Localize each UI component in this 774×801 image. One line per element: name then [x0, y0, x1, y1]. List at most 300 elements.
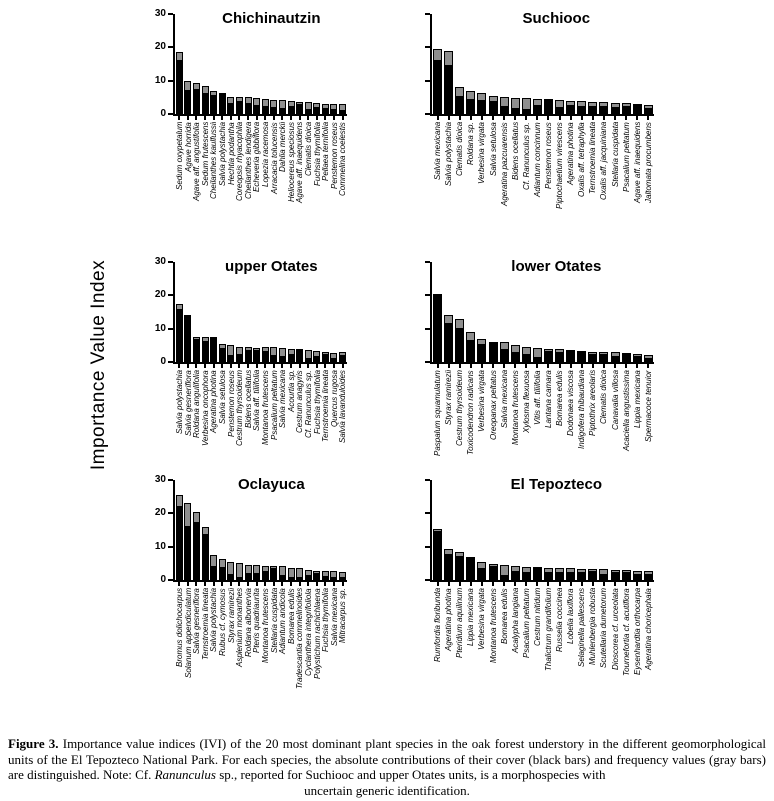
bar-frequency-segment: [477, 93, 486, 101]
bar-cover-segment: [633, 357, 642, 362]
bar-lower-otates: [577, 351, 586, 362]
bar-cover-segment: [644, 359, 653, 362]
bar-cover-segment: [455, 329, 464, 362]
species-label: Verbesina oncophora: [200, 370, 210, 446]
species-label: Styrax ramirezii: [226, 588, 236, 644]
bar-el-tepozteco: [500, 565, 509, 580]
bar-chichinautzin: [210, 91, 217, 114]
species-label-slot: [313, 116, 322, 242]
species-label-slot: [192, 582, 201, 734]
species-label-slot: [443, 364, 454, 490]
bar-oclayuca: [279, 566, 286, 580]
y-tick-label: 0: [160, 574, 166, 585]
species-label-slot: [487, 582, 498, 734]
y-tick-label: 0: [160, 356, 166, 367]
bar-cover-segment: [466, 100, 475, 114]
species-label: Rumfordia floribunda: [433, 588, 443, 663]
species-label: Scutellaria dumetorum: [599, 588, 609, 669]
bar-cover-segment: [227, 356, 234, 362]
species-label: Commelina coelestis: [338, 122, 347, 196]
bar-cover-segment: [219, 568, 226, 580]
bar-upper-otates: [330, 353, 337, 362]
x-tick: [525, 582, 527, 586]
bar-cover-segment: [533, 569, 542, 580]
y-tick: [425, 361, 430, 363]
bar-cover-segment: [219, 349, 226, 362]
species-label-slot: [261, 116, 270, 242]
x-tick: [481, 364, 483, 368]
bar-cover-segment: [599, 107, 608, 114]
bar-frequency-segment: [253, 565, 260, 574]
y-tick-label: 20: [154, 289, 166, 301]
bar-cover-segment: [588, 107, 597, 114]
species-label-slot: [252, 582, 261, 734]
species-label: Cf. Ranunculus sp.: [521, 122, 531, 190]
bar-frequency-segment: [202, 527, 209, 536]
bar-frequency-segment: [176, 304, 183, 311]
bar-suchiooc: [611, 103, 620, 114]
x-tick: [290, 116, 292, 120]
x-tick: [187, 582, 189, 586]
bar-lower-otates: [622, 353, 631, 362]
x-tick: [221, 582, 223, 586]
species-label: Psacalium peltatum: [521, 588, 531, 658]
bar-upper-otates: [253, 348, 260, 362]
x-tick: [459, 582, 461, 586]
species-label: Salvia aff. tiliifolia: [252, 370, 261, 432]
species-label-slot: [443, 582, 454, 734]
bar-cover-segment: [262, 352, 269, 362]
bar-frequency-segment: [330, 571, 337, 578]
bar-cover-segment: [279, 357, 286, 362]
y-tick-label: 20: [154, 507, 166, 519]
species-label-slot: [632, 116, 643, 242]
x-tick: [437, 116, 439, 120]
y-tick: [168, 13, 173, 15]
species-label: Lippia mexicana: [632, 370, 642, 428]
species-label: Cyclanthera integrifoliola: [303, 588, 313, 676]
y-tick: [425, 80, 430, 82]
species-label-slot: [532, 582, 543, 734]
species-label-slot: [543, 116, 554, 242]
bar-cover-segment: [184, 317, 191, 362]
bar-chichinautzin: [176, 52, 183, 114]
bar-cover-segment: [555, 573, 564, 580]
x-tick: [247, 364, 249, 368]
bar-suchiooc: [555, 100, 564, 114]
species-label: Oxalis aff. jacquiniana: [599, 122, 609, 201]
species-label: Agave aff. inaequidens: [632, 122, 642, 204]
species-label: Salvia setulosa: [217, 370, 227, 424]
x-labels-upper-otates: [175, 364, 347, 490]
bar-cover-segment: [193, 523, 200, 580]
y-tick: [168, 479, 173, 481]
bar-frequency-segment: [466, 332, 475, 341]
bar-cover-segment: [566, 106, 575, 114]
bar-frequency-segment: [444, 51, 453, 66]
y-tick-label: 10: [154, 74, 166, 86]
x-tick: [547, 364, 549, 368]
plot-area-el-tepozteco: [430, 476, 654, 582]
x-tick: [592, 364, 594, 368]
bar-cover-segment: [455, 557, 464, 580]
species-label-slot: [175, 116, 184, 242]
species-label-slot: [621, 116, 632, 242]
species-label: Salvia mexicana: [329, 588, 339, 647]
bar-suchiooc: [511, 98, 520, 114]
species-label-slot: [235, 116, 244, 242]
species-label-slot: [321, 364, 330, 490]
x-tick: [514, 116, 516, 120]
bar-frequency-segment: [511, 98, 520, 109]
bar-cover-segment: [500, 107, 509, 114]
bar-el-tepozteco: [466, 557, 475, 580]
caption-figure-label: Figure 3.: [8, 736, 59, 751]
species-label: Lippia mexicana: [466, 588, 476, 646]
species-label-slot: [565, 364, 576, 490]
species-label-slot: [499, 116, 510, 242]
y-tick-label: 10: [154, 540, 166, 552]
y-tick: [168, 261, 173, 263]
species-label-slot: [321, 582, 330, 734]
bar-cover-segment: [227, 104, 234, 114]
x-tick: [324, 582, 326, 586]
bar-cover-segment: [533, 358, 542, 362]
species-label-slot: [270, 364, 279, 490]
bar-el-tepozteco: [433, 529, 442, 580]
bar-el-tepozteco: [588, 569, 597, 580]
species-label-slot: [643, 364, 654, 490]
species-label-slot: [218, 116, 227, 242]
bar-cover-segment: [577, 353, 586, 362]
species-label-slot: [587, 116, 598, 242]
bar-cover-segment: [489, 344, 498, 362]
species-label: Salvia setulosa: [488, 122, 498, 176]
y-tick: [425, 546, 430, 548]
bar-oclayuca: [236, 563, 243, 580]
bar-cover-segment: [184, 91, 191, 114]
species-label: Oreopanax peltatus: [488, 370, 498, 440]
species-label-slot: [643, 582, 654, 734]
bar-el-tepozteco: [566, 568, 575, 580]
bar-frequency-segment: [236, 347, 243, 356]
bar-upper-otates: [227, 345, 234, 362]
bar-cover-segment: [477, 345, 486, 362]
species-label-slot: [175, 364, 184, 490]
x-tick: [221, 364, 223, 368]
bar-cover-segment: [227, 575, 234, 580]
bar-el-tepozteco: [611, 570, 620, 580]
bars-suchiooc: [432, 14, 654, 114]
species-label-slot: [295, 364, 304, 490]
bar-oclayuca: [245, 565, 252, 580]
species-label-slot: [554, 364, 565, 490]
species-label-slot: [465, 116, 476, 242]
bar-frequency-segment: [270, 100, 277, 108]
species-label: Clematis dioica: [599, 370, 609, 425]
x-tick: [187, 364, 189, 368]
bar-cover-segment: [236, 102, 243, 114]
bar-frequency-segment: [305, 350, 312, 359]
bar-frequency-segment: [296, 568, 303, 578]
bars-el-tepozteco: [432, 480, 654, 580]
species-label: Echeveria gibbiflora: [252, 122, 261, 193]
bar-chichinautzin: [184, 81, 191, 114]
x-tick: [536, 364, 538, 368]
species-label: Penstemon roseus: [329, 122, 339, 189]
bar-oclayuca: [210, 555, 217, 580]
x-tick: [281, 582, 283, 586]
bar-frequency-segment: [305, 102, 312, 110]
species-label: Jaltomata procumbens: [643, 122, 653, 203]
bar-oclayuca: [227, 562, 234, 580]
bar-cover-segment: [253, 574, 260, 580]
x-tick: [437, 582, 439, 586]
x-tick: [178, 116, 180, 120]
bar-cover-segment: [466, 559, 475, 580]
species-label: Vitis aff. tiliifolia: [532, 370, 542, 425]
bar-cover-segment: [236, 578, 243, 580]
bar-suchiooc: [599, 102, 608, 114]
species-label: Coreopsis rhyacophila: [235, 122, 244, 202]
species-label: Salvia polystachia: [444, 122, 454, 187]
bar-chichinautzin: [279, 100, 286, 114]
species-label-slot: [598, 582, 609, 734]
species-label: Bomarea edulis: [499, 588, 509, 644]
bar-cover-segment: [176, 310, 183, 362]
bar-cover-segment: [296, 351, 303, 362]
species-label-slot: [227, 364, 236, 490]
bar-cover-segment: [202, 535, 209, 580]
bar-upper-otates: [296, 349, 303, 362]
bar-chichinautzin: [193, 83, 200, 114]
bar-frequency-segment: [227, 345, 234, 356]
x-tick: [503, 582, 505, 586]
x-tick: [547, 582, 549, 586]
y-tick: [168, 113, 173, 115]
x-tick: [273, 364, 275, 368]
species-label: Mitracarpus sp.: [338, 588, 347, 643]
bar-frequency-segment: [245, 97, 252, 104]
bar-cover-segment: [262, 107, 269, 114]
species-label-slot: [454, 364, 465, 490]
x-tick: [213, 364, 215, 368]
species-label: Salvia mexicana: [433, 122, 443, 181]
species-label-slot: [521, 582, 532, 734]
x-tick: [448, 582, 450, 586]
x-tick: [316, 582, 318, 586]
species-label-slot: [554, 116, 565, 242]
species-label-slot: [621, 364, 632, 490]
bar-chichinautzin: [313, 103, 320, 114]
species-label: Styrax ramirezii: [444, 370, 454, 426]
y-tick: [425, 328, 430, 330]
bar-cover-segment: [455, 97, 464, 114]
species-label-slot: [454, 116, 465, 242]
species-label-slot: [304, 116, 313, 242]
bar-cover-segment: [176, 507, 183, 580]
species-label: Thalictrum grandifolium: [543, 588, 553, 672]
bar-cover-segment: [339, 356, 346, 362]
x-tick: [603, 116, 605, 120]
y-tick: [168, 328, 173, 330]
bar-upper-otates: [313, 351, 320, 362]
panel-upper-otates: [154, 256, 347, 490]
bar-lower-otates: [444, 315, 453, 362]
x-tick: [316, 364, 318, 368]
bar-cover-segment: [433, 61, 442, 114]
bar-cover-segment: [533, 106, 542, 114]
species-label: Quercus rugosa: [329, 370, 339, 427]
bar-frequency-segment: [184, 81, 191, 91]
species-label-slot: [235, 364, 244, 490]
x-tick: [559, 116, 561, 120]
bar-frequency-segment: [500, 565, 509, 575]
bar-lower-otates: [500, 342, 509, 362]
bar-cover-segment: [279, 109, 286, 114]
x-labels-oclayuca: [175, 582, 347, 734]
species-label-slot: [510, 116, 521, 242]
species-label-slot: [304, 582, 313, 734]
species-label: Heliocereus speciosus: [286, 122, 296, 203]
x-tick: [636, 582, 638, 586]
x-tick: [614, 364, 616, 368]
panel-title-el-tepozteco: El Tepozteco: [510, 476, 603, 493]
species-label: Ageratina photina: [209, 370, 218, 433]
species-label: Ageratina photina: [566, 122, 576, 185]
x-tick: [290, 364, 292, 368]
bar-chichinautzin: [253, 98, 260, 114]
x-tick: [238, 116, 240, 120]
bar-chichinautzin: [270, 100, 277, 114]
bar-cover-segment: [330, 359, 337, 362]
bar-lower-otates: [433, 294, 442, 362]
species-label: Psacalium peltatum: [269, 370, 279, 440]
bar-cover-segment: [466, 341, 475, 362]
species-label-slot: [587, 364, 598, 490]
bar-cover-segment: [644, 575, 653, 580]
x-tick: [307, 116, 309, 120]
species-label-slot: [465, 364, 476, 490]
x-tick: [636, 116, 638, 120]
species-label-slot: [270, 116, 279, 242]
x-tick: [570, 582, 572, 586]
bar-upper-otates: [245, 347, 252, 362]
species-label-slot: [261, 582, 270, 734]
bar-cover-segment: [313, 357, 320, 362]
species-label: Fuchsia thymifolia: [312, 122, 322, 187]
bar-frequency-segment: [455, 319, 464, 329]
species-label: Adiantum andicola: [278, 588, 287, 654]
y-tick: [168, 46, 173, 48]
x-tick: [247, 582, 249, 586]
bar-cover-segment: [288, 355, 295, 362]
species-label-slot: [432, 364, 443, 490]
x-tick: [213, 582, 215, 586]
bar-oclayuca: [219, 559, 226, 580]
species-label-slot: [576, 116, 587, 242]
bar-frequency-segment: [245, 565, 252, 574]
species-label-slot: [521, 116, 532, 242]
bar-cover-segment: [577, 573, 586, 580]
bar-cover-segment: [279, 576, 286, 580]
y-tick: [425, 294, 430, 296]
bar-oclayuca: [193, 512, 200, 580]
bar-cover-segment: [444, 555, 453, 580]
x-tick: [437, 364, 439, 368]
species-label: Salvia gesneriflora: [183, 370, 193, 436]
bar-frequency-segment: [279, 100, 286, 108]
species-label: Dioscorea cf. urceolata: [610, 588, 620, 670]
species-label: Salvia lavanduloides: [338, 370, 347, 443]
species-label-slot: [476, 364, 487, 490]
species-label: Montanoa frutescens: [260, 588, 270, 663]
y-tick-label: 10: [154, 322, 166, 334]
species-label: Fuchsia thymifolia: [321, 588, 330, 653]
x-tick: [238, 364, 240, 368]
species-label: Ternstroemia lineata: [200, 588, 210, 661]
bar-oclayuca: [262, 566, 269, 580]
species-label: Montanoa frutescens: [488, 588, 498, 663]
bar-cover-segment: [611, 573, 620, 580]
species-label-slot: [621, 582, 632, 734]
bar-cover-segment: [566, 352, 575, 362]
species-label: Bomarea edulis: [555, 370, 565, 426]
species-label: Verbesina virgata: [477, 122, 487, 184]
x-tick: [536, 116, 538, 120]
x-tick: [570, 364, 572, 368]
panel-title-suchiooc: Suchiooc: [522, 10, 591, 27]
species-label-slot: [184, 116, 193, 242]
species-label-slot: [465, 582, 476, 734]
bar-upper-otates: [202, 337, 209, 362]
species-label: Toxicodendron radicans: [466, 370, 476, 455]
x-tick: [514, 582, 516, 586]
bar-cover-segment: [444, 324, 453, 362]
bar-cover-segment: [245, 351, 252, 362]
species-label: Canavalia villosa: [610, 370, 620, 431]
x-tick: [316, 116, 318, 120]
panel-title-lower-otates: lower Otates: [511, 258, 602, 275]
x-tick: [603, 582, 605, 586]
species-label-slot: [218, 364, 227, 490]
bar-lower-otates: [533, 348, 542, 362]
bar-oclayuca: [176, 495, 183, 580]
species-label-slot: [252, 364, 261, 490]
species-label: Roldana sp.: [466, 122, 476, 165]
x-tick: [247, 116, 249, 120]
bar-oclayuca: [288, 568, 295, 580]
bar-el-tepozteco: [644, 571, 653, 580]
bar-cover-segment: [444, 66, 453, 114]
panel-title-chichinautzin: Chichinautzin: [222, 10, 321, 27]
bar-upper-otates: [262, 347, 269, 362]
bar-frequency-segment: [522, 347, 531, 355]
bar-cover-segment: [500, 350, 509, 362]
x-tick: [448, 116, 450, 120]
bar-lower-otates: [588, 352, 597, 362]
caption-body-before: Importance value indices (IVI) of the 20 most dominant plant species in the oak forest understory in the different geomorphological units of the El Tepozteco National Park. For each species, the absolute contributions of their cover (black bars) and frequency values (gray bars) are distinguished. Note: Cf.: [8, 736, 767, 782]
bar-cover-segment: [611, 357, 620, 362]
species-label: Ageratina photina: [444, 588, 454, 651]
x-tick: [299, 582, 301, 586]
species-label-slot: [543, 582, 554, 734]
species-label-slot: [576, 582, 587, 734]
bar-cover-segment: [544, 573, 553, 580]
species-label-slot: [261, 364, 270, 490]
species-label: Pteris quadriaurita: [252, 588, 261, 653]
species-label-slot: [632, 364, 643, 490]
